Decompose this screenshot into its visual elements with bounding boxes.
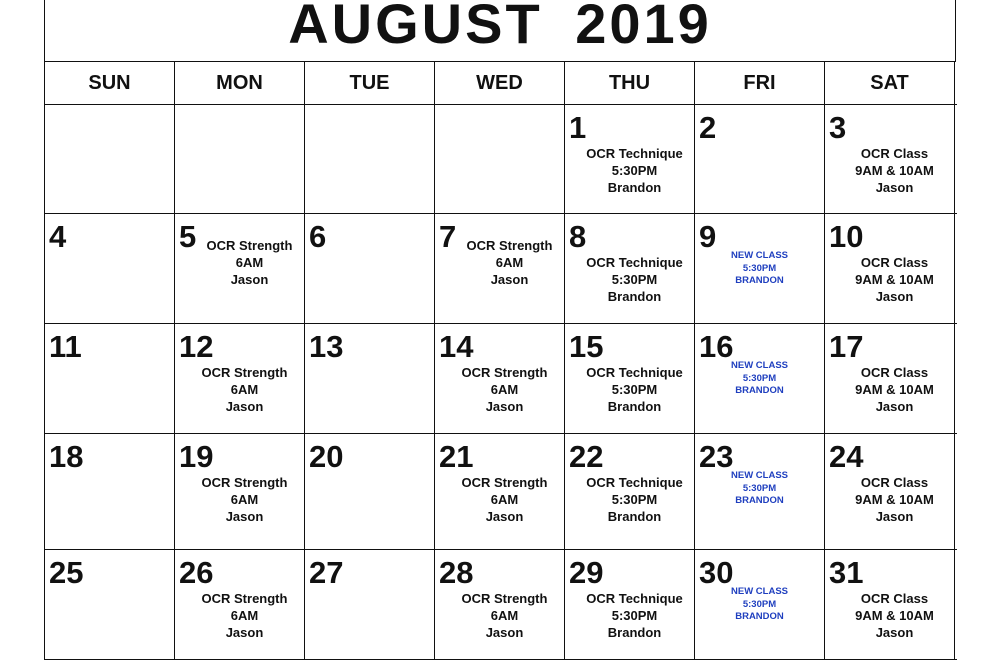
week-row bbox=[45, 105, 957, 214]
day-number: 28 bbox=[439, 555, 474, 590]
day-cell[interactable] bbox=[45, 105, 175, 213]
day-cell[interactable] bbox=[45, 324, 175, 433]
event-line: NEW CLASS bbox=[731, 360, 788, 371]
event-line: 9AM & 10AM bbox=[855, 272, 934, 287]
day-cell[interactable] bbox=[305, 105, 435, 213]
weekday-header-row bbox=[45, 62, 957, 105]
event-line: Jason bbox=[485, 509, 524, 524]
class-event bbox=[825, 590, 954, 641]
event-line: OCR Class bbox=[860, 255, 929, 270]
event-line: Brandon bbox=[607, 625, 662, 640]
event-line: Jason bbox=[875, 289, 914, 304]
event-line: NEW CLASS bbox=[731, 250, 788, 261]
event-line: OCR Strength bbox=[466, 238, 553, 253]
day-cell[interactable] bbox=[305, 550, 435, 659]
day-number: 2 bbox=[699, 110, 717, 145]
day-number: 6 bbox=[309, 219, 327, 254]
event-line: Jason bbox=[485, 625, 524, 640]
event-line: 6AM bbox=[235, 255, 264, 270]
day-cell[interactable] bbox=[825, 214, 955, 323]
day-cell[interactable] bbox=[565, 105, 695, 213]
class-event bbox=[435, 237, 564, 288]
event-line: Jason bbox=[225, 625, 264, 640]
day-cell[interactable] bbox=[435, 434, 565, 549]
event-line: OCR Technique bbox=[586, 591, 683, 606]
day-number: 17 bbox=[829, 329, 864, 364]
day-number: 30 bbox=[699, 555, 734, 590]
day-number: 22 bbox=[569, 439, 604, 474]
calendar-grid bbox=[44, 62, 957, 660]
day-cell[interactable] bbox=[695, 214, 825, 323]
event-line: Jason bbox=[230, 272, 269, 287]
class-event bbox=[435, 590, 564, 641]
title-box bbox=[44, 0, 956, 62]
day-cell[interactable] bbox=[305, 214, 435, 323]
day-cell[interactable] bbox=[825, 324, 955, 433]
class-event bbox=[565, 474, 694, 525]
event-line: NEW CLASS bbox=[731, 586, 788, 597]
day-number: 29 bbox=[569, 555, 604, 590]
event-line: 5:30PM bbox=[611, 272, 658, 287]
new-class-event bbox=[695, 250, 824, 288]
event-line: Jason bbox=[490, 272, 529, 287]
day-number: 4 bbox=[49, 219, 67, 254]
day-cell[interactable] bbox=[825, 105, 955, 213]
event-line: OCR Strength bbox=[201, 591, 288, 606]
day-number: 25 bbox=[49, 555, 84, 590]
event-line: 6AM bbox=[490, 492, 519, 507]
day-number: 7 bbox=[439, 219, 457, 254]
weekday-tue: TUE bbox=[305, 62, 435, 104]
weeks-container bbox=[45, 105, 957, 660]
day-number: 12 bbox=[179, 329, 214, 364]
event-line: Jason bbox=[875, 180, 914, 195]
event-line: OCR Strength bbox=[461, 365, 548, 380]
week-row bbox=[45, 550, 957, 660]
event-line: OCR Strength bbox=[461, 591, 548, 606]
day-number: 1 bbox=[569, 110, 587, 145]
new-class-event bbox=[695, 586, 824, 624]
event-line: Jason bbox=[485, 399, 524, 414]
day-number: 23 bbox=[699, 439, 734, 474]
day-number: 16 bbox=[699, 329, 734, 364]
day-number: 21 bbox=[439, 439, 474, 474]
class-event bbox=[435, 364, 564, 415]
day-number: 26 bbox=[179, 555, 214, 590]
day-cell[interactable] bbox=[825, 550, 955, 659]
event-line: 9AM & 10AM bbox=[855, 492, 934, 507]
day-cell[interactable] bbox=[305, 434, 435, 549]
day-cell[interactable] bbox=[435, 550, 565, 659]
day-cell[interactable] bbox=[175, 324, 305, 433]
event-line: Jason bbox=[875, 625, 914, 640]
week-row bbox=[45, 434, 957, 550]
day-number: 5 bbox=[179, 219, 197, 254]
day-cell[interactable] bbox=[45, 550, 175, 659]
day-cell[interactable] bbox=[45, 214, 175, 323]
day-cell[interactable] bbox=[565, 550, 695, 659]
class-event bbox=[825, 254, 954, 305]
event-line: 5:30PM bbox=[742, 598, 777, 610]
day-cell[interactable] bbox=[695, 434, 825, 549]
event-line: BRANDON bbox=[735, 385, 784, 396]
event-line: 5:30PM bbox=[611, 163, 658, 178]
class-event bbox=[565, 145, 694, 196]
event-line: 5:30PM bbox=[742, 482, 777, 494]
event-line: NEW CLASS bbox=[731, 470, 788, 481]
event-line: BRANDON bbox=[735, 495, 784, 506]
event-line: OCR Technique bbox=[586, 146, 683, 161]
day-number: 10 bbox=[829, 219, 864, 254]
weekday-mon: MON bbox=[175, 62, 305, 104]
event-line: OCR Class bbox=[860, 591, 929, 606]
day-cell[interactable] bbox=[565, 214, 695, 323]
event-line: Brandon bbox=[607, 180, 662, 195]
day-number: 15 bbox=[569, 329, 604, 364]
event-line: 9AM & 10AM bbox=[855, 163, 934, 178]
day-number: 31 bbox=[829, 555, 864, 590]
event-line: OCR Technique bbox=[586, 255, 683, 270]
day-number: 9 bbox=[699, 219, 717, 254]
event-line: 6AM bbox=[230, 492, 259, 507]
day-cell[interactable] bbox=[695, 550, 825, 659]
event-line: OCR Strength bbox=[461, 475, 548, 490]
event-line: 9AM & 10AM bbox=[855, 382, 934, 397]
calendar bbox=[44, 0, 956, 650]
event-line: OCR Class bbox=[860, 146, 929, 161]
class-event bbox=[825, 474, 954, 525]
day-number: 24 bbox=[829, 439, 864, 474]
day-cell[interactable] bbox=[565, 324, 695, 433]
day-cell[interactable] bbox=[435, 324, 565, 433]
day-number: 27 bbox=[309, 555, 344, 590]
class-event bbox=[435, 474, 564, 525]
class-event bbox=[175, 590, 304, 641]
event-line: OCR Class bbox=[860, 365, 929, 380]
event-line: 5:30PM bbox=[611, 382, 658, 397]
calendar-title: AUGUST 2019 bbox=[288, 0, 712, 55]
weekday-thu: THU bbox=[565, 62, 695, 104]
event-line: 5:30PM bbox=[742, 262, 777, 274]
day-number: 11 bbox=[49, 329, 82, 364]
event-line: OCR Strength bbox=[206, 238, 293, 253]
event-line: 5:30PM bbox=[742, 372, 777, 384]
event-line: OCR Technique bbox=[586, 365, 683, 380]
day-cell[interactable] bbox=[435, 214, 565, 323]
class-event bbox=[565, 254, 694, 305]
class-event bbox=[825, 364, 954, 415]
class-event bbox=[565, 590, 694, 641]
day-cell[interactable] bbox=[175, 434, 305, 549]
event-line: Jason bbox=[875, 399, 914, 414]
event-line: OCR Class bbox=[860, 475, 929, 490]
event-line: OCR Technique bbox=[586, 475, 683, 490]
day-cell[interactable] bbox=[175, 105, 305, 213]
class-event bbox=[175, 474, 304, 525]
day-cell[interactable] bbox=[565, 434, 695, 549]
event-line: 6AM bbox=[230, 608, 259, 623]
day-cell[interactable] bbox=[175, 550, 305, 659]
day-number: 8 bbox=[569, 219, 587, 254]
event-line: 5:30PM bbox=[611, 492, 658, 507]
weekday-fri: FRI bbox=[695, 62, 825, 104]
day-cell[interactable] bbox=[695, 324, 825, 433]
event-line: Jason bbox=[225, 509, 264, 524]
event-line: 9AM & 10AM bbox=[855, 608, 934, 623]
event-line: 6AM bbox=[490, 382, 519, 397]
class-event bbox=[565, 364, 694, 415]
day-number: 19 bbox=[179, 439, 214, 474]
day-cell[interactable] bbox=[305, 324, 435, 433]
weekday-sat: SAT bbox=[825, 62, 955, 104]
weekday-sun: SUN bbox=[45, 62, 175, 104]
new-class-event bbox=[695, 470, 824, 508]
day-number: 20 bbox=[309, 439, 344, 474]
event-line: 6AM bbox=[490, 608, 519, 623]
class-event bbox=[825, 145, 954, 196]
event-line: 5:30PM bbox=[611, 608, 658, 623]
day-cell[interactable] bbox=[435, 105, 565, 213]
event-line: OCR Strength bbox=[201, 365, 288, 380]
day-cell[interactable] bbox=[695, 105, 825, 213]
day-cell[interactable] bbox=[825, 434, 955, 549]
class-event bbox=[175, 364, 304, 415]
event-line: BRANDON bbox=[735, 275, 784, 286]
event-line: 6AM bbox=[230, 382, 259, 397]
weekday-wed: WED bbox=[435, 62, 565, 104]
class-event bbox=[175, 237, 304, 288]
day-cell[interactable] bbox=[45, 434, 175, 549]
event-line: Jason bbox=[875, 509, 914, 524]
day-number: 3 bbox=[829, 110, 847, 145]
day-number: 14 bbox=[439, 329, 474, 364]
event-line: OCR Strength bbox=[201, 475, 288, 490]
event-line: Jason bbox=[225, 399, 264, 414]
day-cell[interactable] bbox=[175, 214, 305, 323]
event-line: Brandon bbox=[607, 509, 662, 524]
event-line: BRANDON bbox=[735, 611, 784, 622]
new-class-event bbox=[695, 360, 824, 398]
day-number: 13 bbox=[309, 329, 344, 364]
day-number: 18 bbox=[49, 439, 84, 474]
event-line: Brandon bbox=[607, 399, 662, 414]
event-line: Brandon bbox=[607, 289, 662, 304]
week-row bbox=[45, 324, 957, 434]
week-row bbox=[45, 214, 957, 324]
event-line: 6AM bbox=[495, 255, 524, 270]
